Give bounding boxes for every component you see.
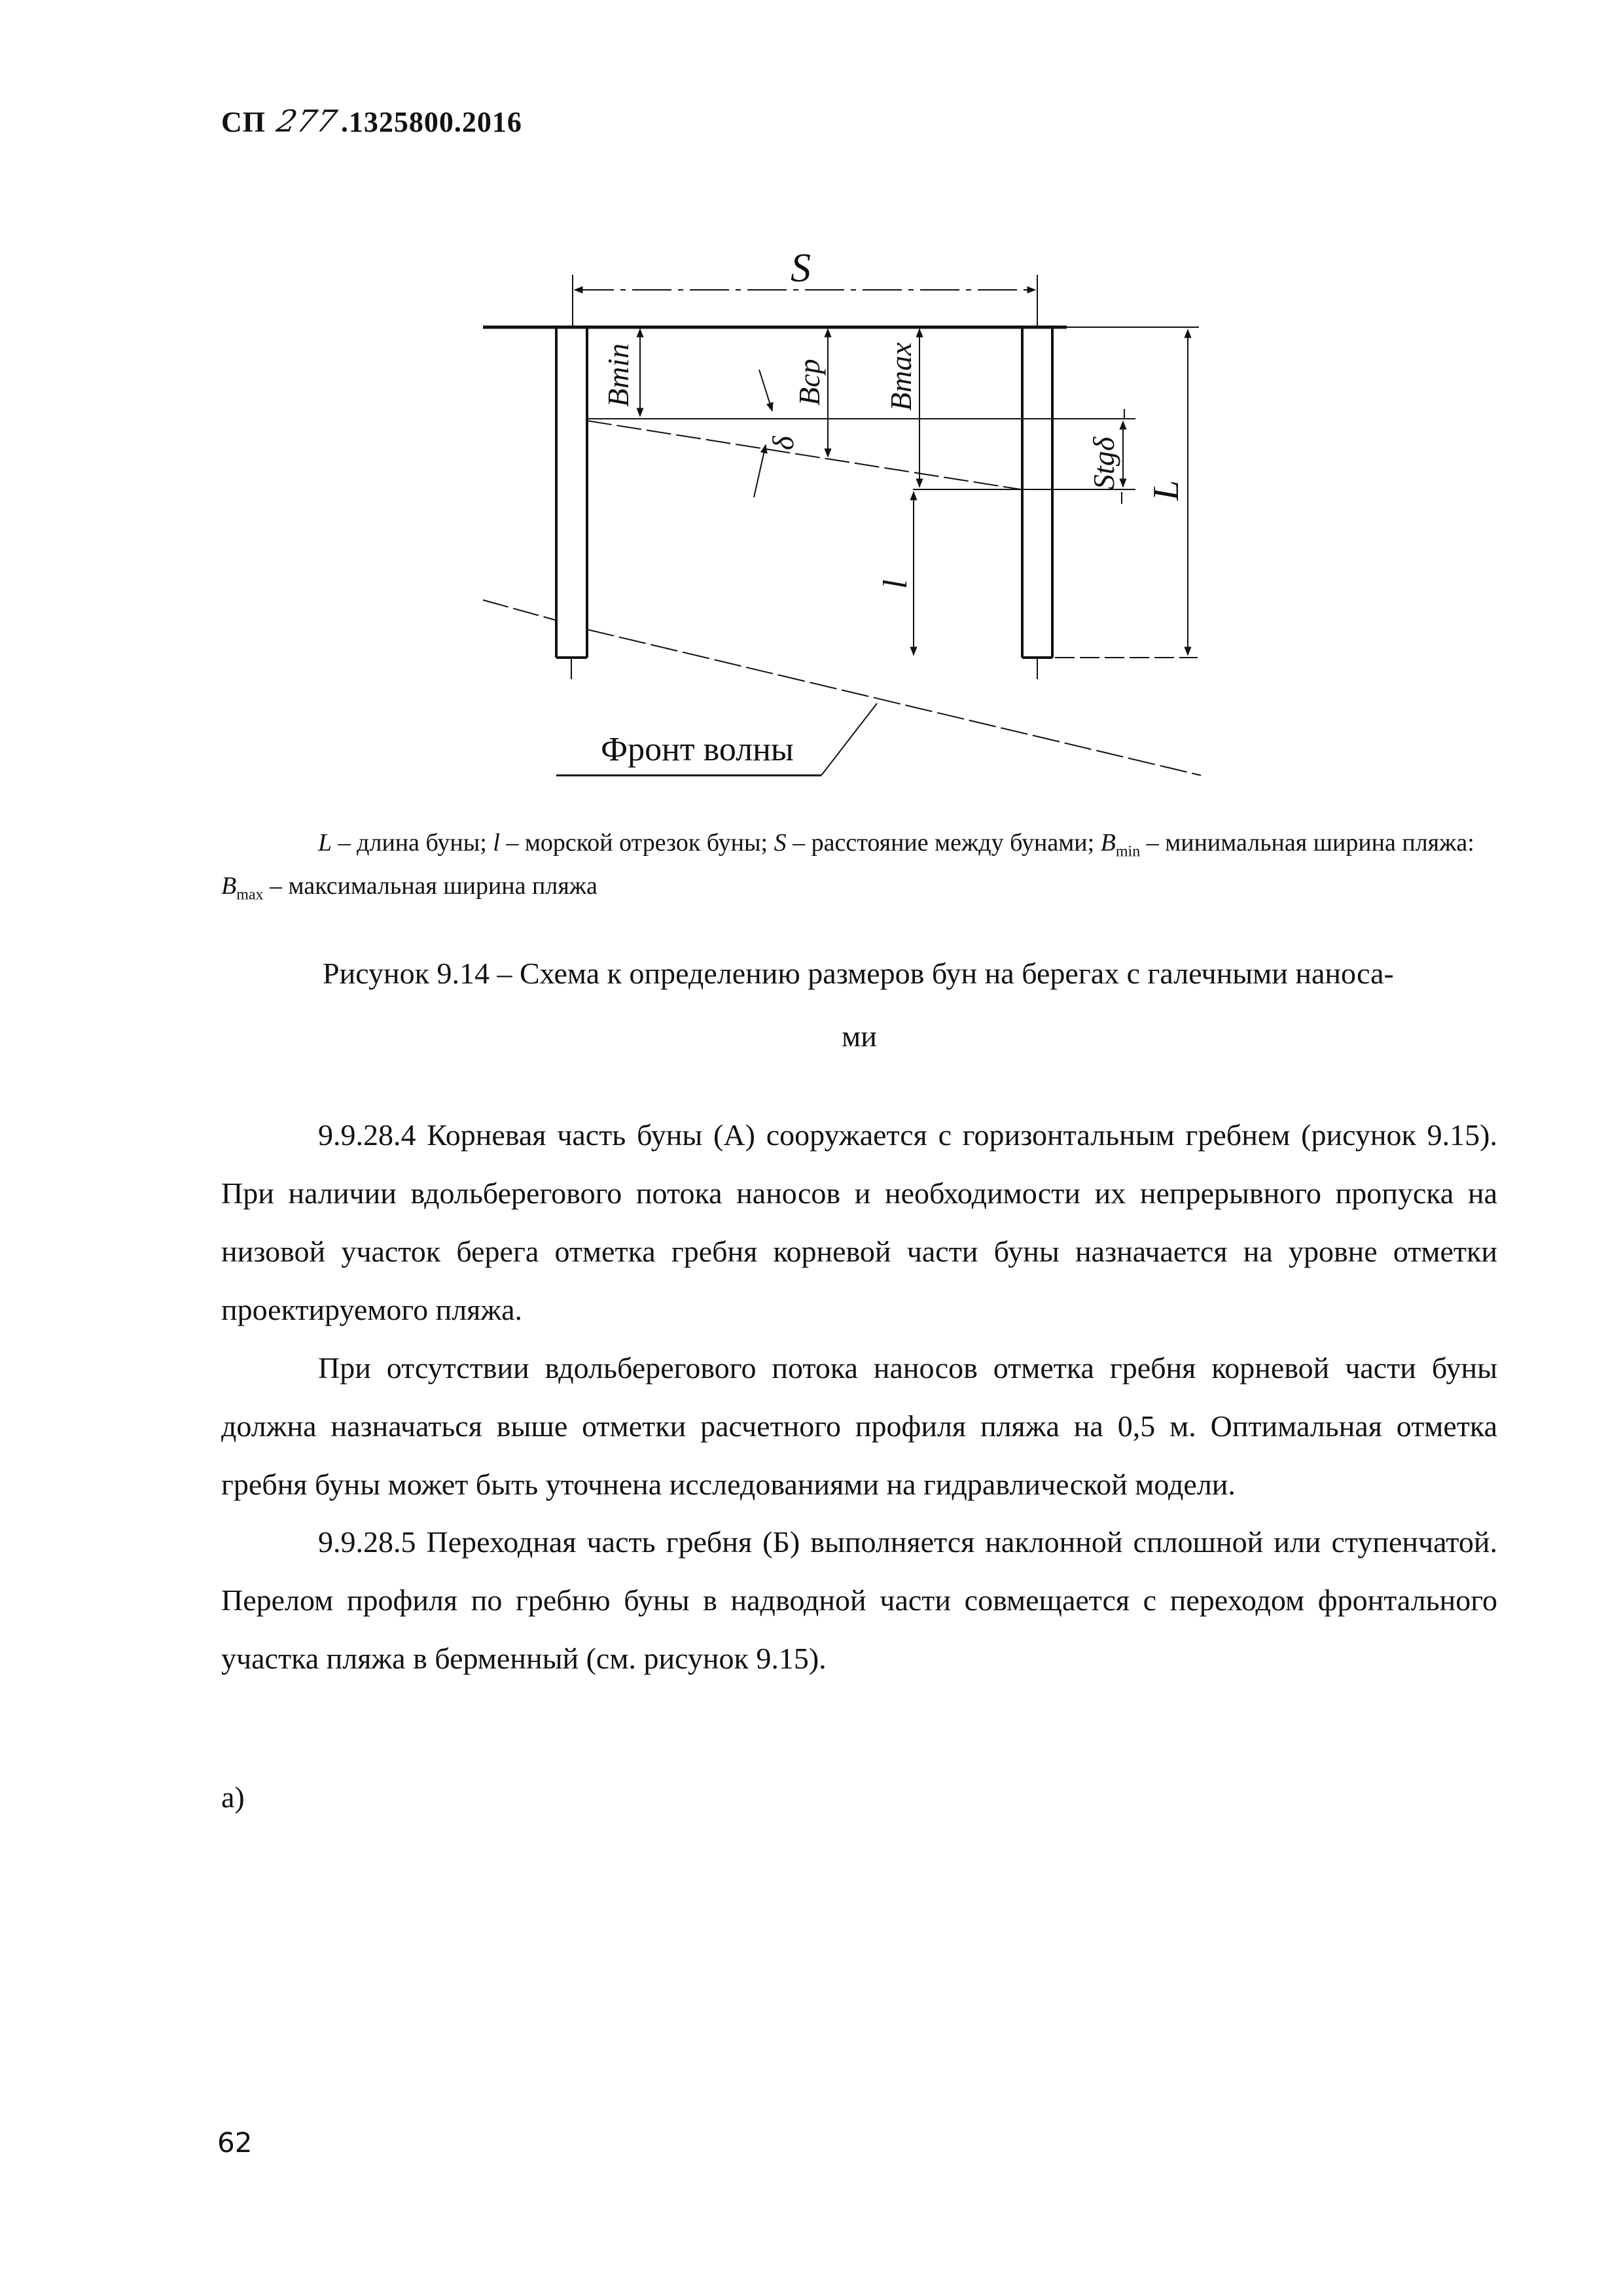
label-Bmax: Bmax bbox=[884, 342, 918, 411]
figure-caption bbox=[221, 942, 1497, 1068]
paragraph-9-9-28-4: 9.9.28.4 Корневая часть буны (А) сооружается с горизонтальным гребнем (рисунок 9.15). При наличии вдольберегового потока наносов и необходимости их непрерывного пропуска на низовой участок берега отметка гребня корневой части буны назначается на уровне отметки проектируемого пляжа. bbox=[221, 1118, 1497, 1326]
label-wave-front: Фронт волны bbox=[601, 731, 794, 768]
paragraph-9-9-28-5: 9.9.28.5 Переходная часть гребня (Б) выполняется наклонной сплошной или ступенчатой. Перелом профиля по гребню буны в надводной части совмещается с переходом фронтального участка пляжа в берменный (см. рисунок 9.15). bbox=[221, 1525, 1497, 1675]
page-number: 62 bbox=[217, 2127, 253, 2159]
label-Bmin: Bmin bbox=[601, 343, 635, 407]
right-groin bbox=[1022, 327, 1052, 679]
beach-contour-sloped bbox=[587, 421, 1021, 489]
legend-text-4: – минимальная ширина пляжа: bbox=[1140, 829, 1474, 857]
angle-delta-marker bbox=[754, 370, 772, 497]
legend-sym-1: L bbox=[318, 829, 332, 857]
paragraph-no-sediment-flow: При отсутствии вдольберегового потока наносов отметка гребня корневой части буны должна назначаться выше отметки расчетного профиля пляжа на 0,5 м. Оптимальная отметка гребня буны может быть уточнена исследованиями на гидравлической модели. bbox=[221, 1351, 1497, 1501]
groin-dimension-diagram bbox=[0, 0, 1623, 818]
figure-legend bbox=[221, 826, 1497, 911]
header-prefix: СП bbox=[221, 106, 266, 138]
legend-text-3: – расстояние между бунами; bbox=[786, 829, 1101, 857]
label-delta: δ bbox=[766, 436, 800, 450]
legend-sub-4: min bbox=[1115, 843, 1141, 860]
label-S: S bbox=[791, 246, 811, 291]
header-suffix: .1325800.2016 bbox=[340, 106, 522, 138]
legend-sym-3: S bbox=[774, 829, 787, 857]
label-Bsr: Bср bbox=[793, 359, 826, 406]
left-groin bbox=[556, 327, 587, 679]
legend-text-5: – максимальная ширина пляжа bbox=[263, 872, 597, 900]
legend-sym-5: B bbox=[221, 872, 237, 900]
wave-front-lines bbox=[483, 600, 1201, 775]
dimension-l bbox=[914, 492, 1198, 658]
legend-sym-4: B bbox=[1100, 829, 1116, 857]
legend-text-2: – морской отрезок буны; bbox=[499, 829, 774, 857]
legend-sub-5: max bbox=[236, 886, 264, 904]
legend-sym-2: l bbox=[493, 829, 500, 857]
label-S-tg-delta: Stgδ bbox=[1087, 436, 1120, 489]
caption-line-1: Рисунок 9.14 – Схема к определению размеров бун на берегах с галечными наноса- bbox=[323, 957, 1394, 990]
label-l: l bbox=[877, 579, 914, 589]
subfigure-label-a: а) bbox=[221, 1780, 245, 1814]
header-handwritten-number: 277 bbox=[274, 103, 341, 139]
legend-text-1: – длина буны; bbox=[332, 829, 493, 857]
label-L: L bbox=[1146, 480, 1186, 501]
caption-line-2: ми bbox=[842, 1019, 877, 1053]
